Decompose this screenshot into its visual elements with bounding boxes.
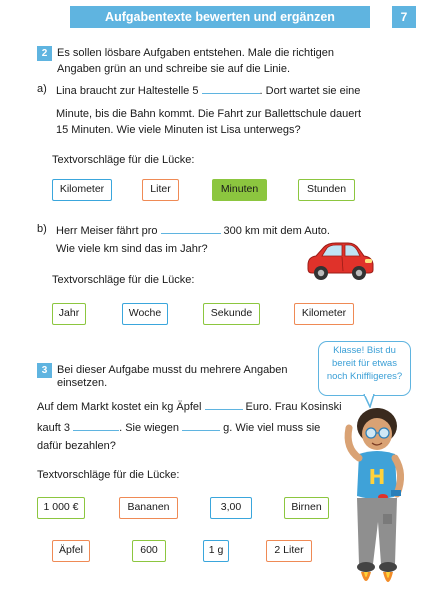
task3-line2-a: kauft 3	[37, 422, 71, 434]
task2a-label: a)	[37, 83, 47, 95]
option-1-g[interactable]: 1 g	[203, 540, 229, 562]
task2b-line1-before: Herr Meiser fährt pro	[56, 225, 158, 237]
option-stunden[interactable]: Stunden	[298, 179, 355, 201]
option-minuten-selected[interactable]: Minuten	[212, 179, 267, 201]
task2b-line2: Wie viele km sind das im Jahr?	[56, 243, 208, 255]
task3-instruction-line1: Bei dieser Aufgabe musst du mehrere Angaben	[57, 364, 288, 376]
task2a-line2: Minute, bis die Bahn kommt. Die Fahrt zur Ballettschule dauert	[56, 108, 362, 120]
task2a-line1	[56, 82, 360, 99]
task2b-label: b)	[37, 223, 47, 235]
answer-blank[interactable]	[202, 82, 260, 94]
task2-instruction-line2: Angaben grün an und schreibe sie auf die Linie.	[57, 63, 291, 75]
option-sekunde[interactable]: Sekunde	[203, 303, 260, 325]
option-kilometer-b[interactable]: Kilometer	[294, 303, 354, 325]
option-aepfel[interactable]: Äpfel	[52, 540, 90, 562]
task-number-3: 3	[37, 363, 52, 378]
page-number: 7	[392, 6, 416, 28]
task3-suggestions-label: Textvorschläge für die Lücke:	[37, 469, 180, 481]
option-liter[interactable]: Liter	[142, 179, 179, 201]
option-600[interactable]: 600	[132, 540, 166, 562]
svg-text:H: H	[368, 465, 386, 489]
speech-bubble-line3: noch Kniffligeres?	[326, 371, 403, 382]
answer-blank[interactable]	[73, 419, 119, 431]
task-number-2: 2	[37, 46, 52, 61]
option-1000-euro[interactable]: 1 000 €	[37, 497, 85, 519]
task2b-line1	[56, 222, 330, 239]
page-title: Aufgabentexte bewerten und ergänzen	[70, 6, 370, 28]
task2b-line1-after: 300 km mit dem Auto.	[223, 225, 330, 237]
task3-line2-b: . Sie wiegen	[119, 422, 180, 434]
option-birnen[interactable]: Birnen	[284, 497, 329, 519]
answer-blank[interactable]	[161, 222, 221, 234]
option-2-liter[interactable]: 2 Liter	[266, 540, 312, 562]
red-car-illustration	[302, 235, 377, 283]
task3-line2-c: g. Wie viel muss sie	[223, 422, 321, 434]
option-jahr[interactable]: Jahr	[52, 303, 86, 325]
task3-line1-after: Euro. Frau Kosinski	[245, 401, 342, 413]
task3-line1	[37, 398, 342, 415]
option-woche[interactable]: Woche	[122, 303, 168, 325]
task2-instruction-line1: Es sollen lösbare Aufgaben entstehen. Male die richtigen	[57, 47, 335, 59]
speech-bubble-line2: bereit für etwas	[332, 358, 397, 369]
task3-line1-before: Auf dem Markt kostet ein kg Äpfel	[37, 401, 202, 413]
answer-blank[interactable]	[182, 419, 220, 431]
task2a-suggestions-label: Textvorschläge für die Lücke:	[52, 154, 195, 166]
answer-blank[interactable]	[205, 398, 243, 410]
speech-bubble	[318, 341, 411, 396]
speech-bubble-line1: Klasse! Bist du	[333, 345, 396, 356]
task3-line2	[37, 419, 320, 436]
option-kilometer[interactable]: Kilometer	[52, 179, 112, 201]
task2a-line1-after: . Dort wartet sie eine	[259, 85, 361, 97]
option-bananen[interactable]: Bananen	[119, 497, 178, 519]
option-3-00[interactable]: 3,00	[210, 497, 252, 519]
task2a-line1-before: Lina braucht zur Haltestelle 5	[56, 85, 199, 97]
task3-instruction-line2: einsetzen.	[57, 377, 108, 389]
task2a-line3: 15 Minuten. Wie viele Minuten ist Lisa unterwegs?	[56, 124, 301, 136]
task2b-suggestions-label: Textvorschläge für die Lücke:	[52, 274, 195, 286]
task3-line3: dafür bezahlen?	[37, 440, 116, 452]
boy-character-illustration	[335, 404, 413, 594]
